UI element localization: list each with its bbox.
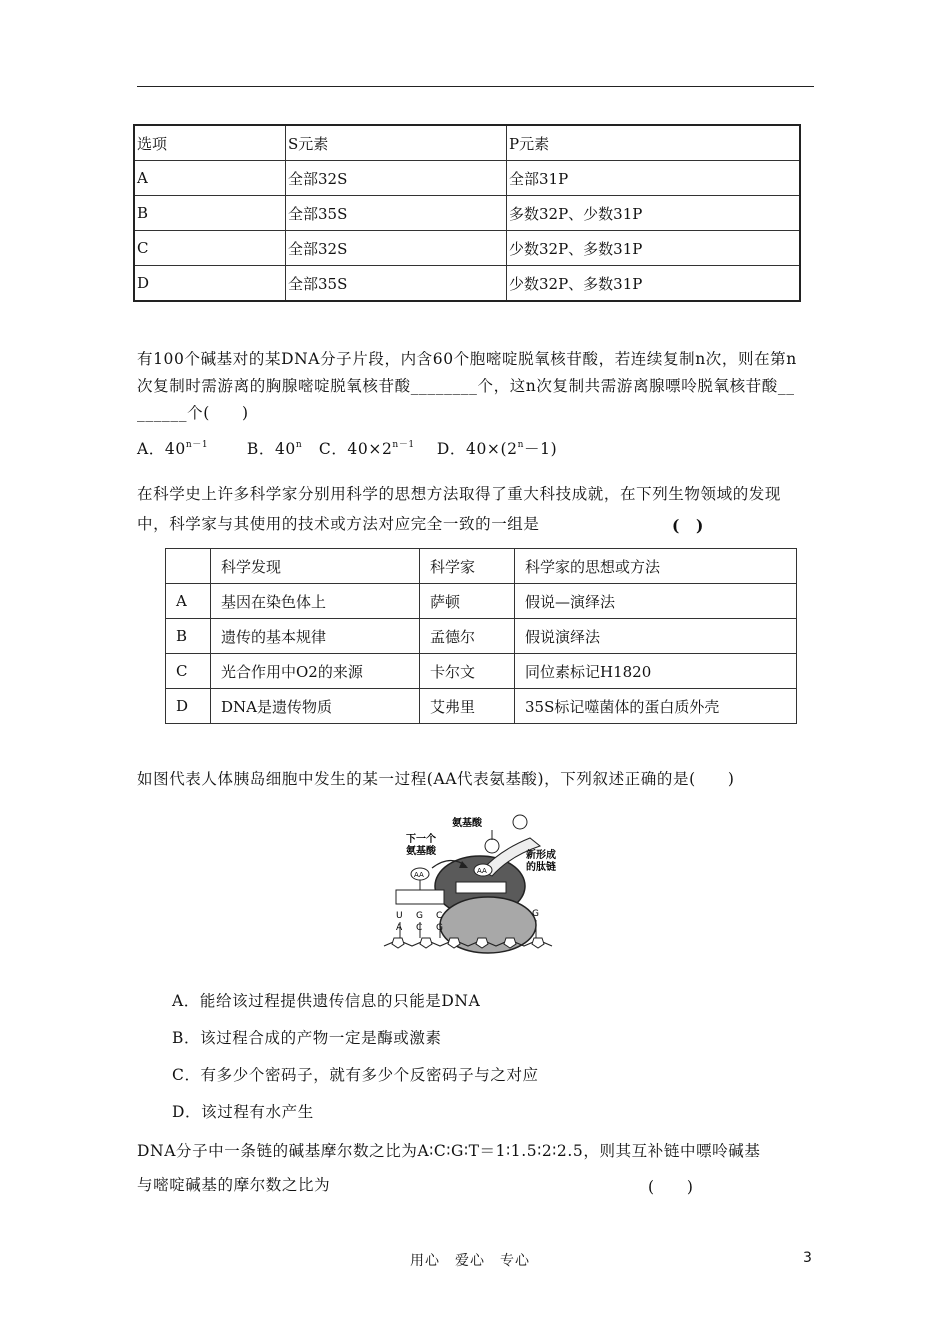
nucleotide-icon — [392, 938, 404, 948]
table-cell: B — [134, 196, 286, 231]
question-dna-replication — [137, 346, 797, 427]
answer-paren: ( ) — [648, 1178, 694, 1196]
aa-next-label: AA — [414, 871, 424, 879]
codon-letter: A — [396, 923, 403, 933]
table-cell: 光合作用中O2的来源 — [211, 654, 420, 689]
amino-acid-icon — [485, 839, 499, 853]
next-trna — [396, 890, 444, 904]
table-header-cell: S元素 — [286, 125, 507, 161]
table-cell: D — [134, 266, 286, 302]
table-cell: 多数32P、少数31P — [507, 196, 801, 231]
table-cell: 全部35S — [286, 196, 507, 231]
header-rule — [137, 86, 814, 87]
table-cell: 少数32P、多数31P — [507, 266, 801, 302]
question-line: 在科学史上许多科学家分别用科学的思想方法取得了重大科技成就，在下列生物领域的发现 — [137, 485, 782, 503]
table-cell: 全部32S — [286, 161, 507, 196]
table-row — [134, 231, 800, 266]
option-c: C．$40\times 2^{n-1}$ — [318, 440, 415, 458]
table-cell: 全部31P — [507, 161, 801, 196]
option-c: C．有多少个密码子，就有多少个反密码子与之对应 — [172, 1066, 539, 1084]
codon-letter: G — [436, 923, 443, 933]
table-header-cell: 选项 — [134, 125, 286, 161]
question-line: ______个( ) — [137, 404, 249, 422]
label-amino-acid: 氨基酸 — [452, 818, 482, 829]
label-peptide: 的肽链 — [526, 862, 556, 873]
option-b: B．该过程合成的产物一定是酶或激素 — [172, 1029, 442, 1047]
label-next: 下一个 — [406, 834, 436, 845]
table-cell: 同位素标记H1820 — [515, 654, 797, 689]
question-line: 有100个碱基对的某DNA分子片段，内含60个胞嘧啶脱氧核苷酸，若连续复制n次，则在第n — [137, 350, 797, 368]
answer-paren: ( ) — [672, 516, 704, 535]
table-cell: 35S标记噬菌体的蛋白质外壳 — [515, 689, 797, 724]
answer-options-q3 — [172, 983, 539, 1131]
option-a: A．能给该过程提供遗传信息的只能是DNA — [172, 992, 481, 1010]
translation-diagram — [380, 810, 560, 958]
ribosome-site — [456, 882, 506, 893]
table-row — [166, 619, 797, 654]
question-line: 中，科学家与其使用的技术或方法对应完全一致的一组是 — [137, 515, 540, 533]
aa-bound-label: AA — [477, 867, 487, 875]
option-b: B．40$^n$ — [246, 440, 303, 458]
table-cell: 全部35S — [286, 266, 507, 302]
table-cell: 卡尔文 — [420, 654, 515, 689]
table-row — [134, 161, 800, 196]
question-line: 次复制时需游离的胸腺嘧啶脱氧核苷酸________个，这n次复制共需游离腺嘌呤脱氧核苷酸__ — [137, 377, 795, 395]
table-cell: 全部32S — [286, 231, 507, 266]
table-row — [166, 689, 797, 724]
table-header-cell: 科学家的思想或方法 — [515, 549, 797, 584]
table-cell: 假说—演绎法 — [515, 584, 797, 619]
amino-acid-icon — [513, 815, 527, 829]
table-cell: 遗传的基本规律 — [211, 619, 420, 654]
anticodon-letter: U — [396, 911, 403, 921]
table-header-cell: 科学家 — [420, 549, 515, 584]
table-header-cell: P元素 — [507, 125, 801, 161]
option-d: D．$40\times(2^n-1)$ — [436, 440, 558, 458]
question-line: DNA分子中一条链的碱基摩尔数之比为A∶C∶G∶T＝1∶1.5∶2∶2.5，则其互补链中嘌呤碱基 — [137, 1142, 761, 1160]
table-cell: 艾弗里 — [420, 689, 515, 724]
table-row — [134, 196, 800, 231]
table-cell: 萨顿 — [420, 584, 515, 619]
table-cell: B — [166, 619, 211, 654]
table-row — [166, 654, 797, 689]
table-cell: 少数32P、多数31P — [507, 231, 801, 266]
option-a: A．$40^{n-1}$ — [137, 440, 209, 458]
table-cell: D — [166, 689, 211, 724]
table-cell: 基因在染色体上 — [211, 584, 420, 619]
table-row — [166, 584, 797, 619]
table-cell: A — [134, 161, 286, 196]
label-new-formed: 新形成 — [526, 850, 556, 861]
scientist-table — [165, 548, 797, 724]
table-header-cell: 科学发现 — [211, 549, 420, 584]
table-cell: 假说演绎法 — [515, 619, 797, 654]
table-cell: 孟德尔 — [420, 619, 515, 654]
table-cell: DNA是遗传物质 — [211, 689, 420, 724]
question-translation: 如图代表人体胰岛细胞中发生的某一过程(AA代表氨基酸)，下列叙述正确的是( ) — [137, 770, 735, 788]
answer-options — [137, 437, 557, 459]
footer-motto: 用心 爱心 专心 — [410, 1253, 530, 1269]
anticodon-letter: G — [416, 911, 423, 921]
element-table — [133, 124, 801, 302]
table-cell: A — [166, 584, 211, 619]
page-number: 3 — [803, 1250, 813, 1266]
table-header-row — [134, 125, 800, 161]
table-header-cell — [166, 549, 211, 584]
label-next-aa: 氨基酸 — [406, 846, 436, 857]
table-header-row — [166, 549, 797, 584]
table-row — [134, 266, 800, 302]
codon-letter: G — [532, 909, 539, 919]
codon-letter: C — [416, 923, 423, 933]
table-cell: C — [134, 231, 286, 266]
nucleotide-icon — [532, 938, 544, 948]
question-line: 与嘧啶碱基的摩尔数之比为 — [137, 1176, 331, 1194]
option-d: D．该过程有水产生 — [172, 1103, 314, 1121]
anticodon-letter: C — [436, 911, 443, 921]
table-cell: C — [166, 654, 211, 689]
nucleotide-icon — [420, 938, 432, 948]
